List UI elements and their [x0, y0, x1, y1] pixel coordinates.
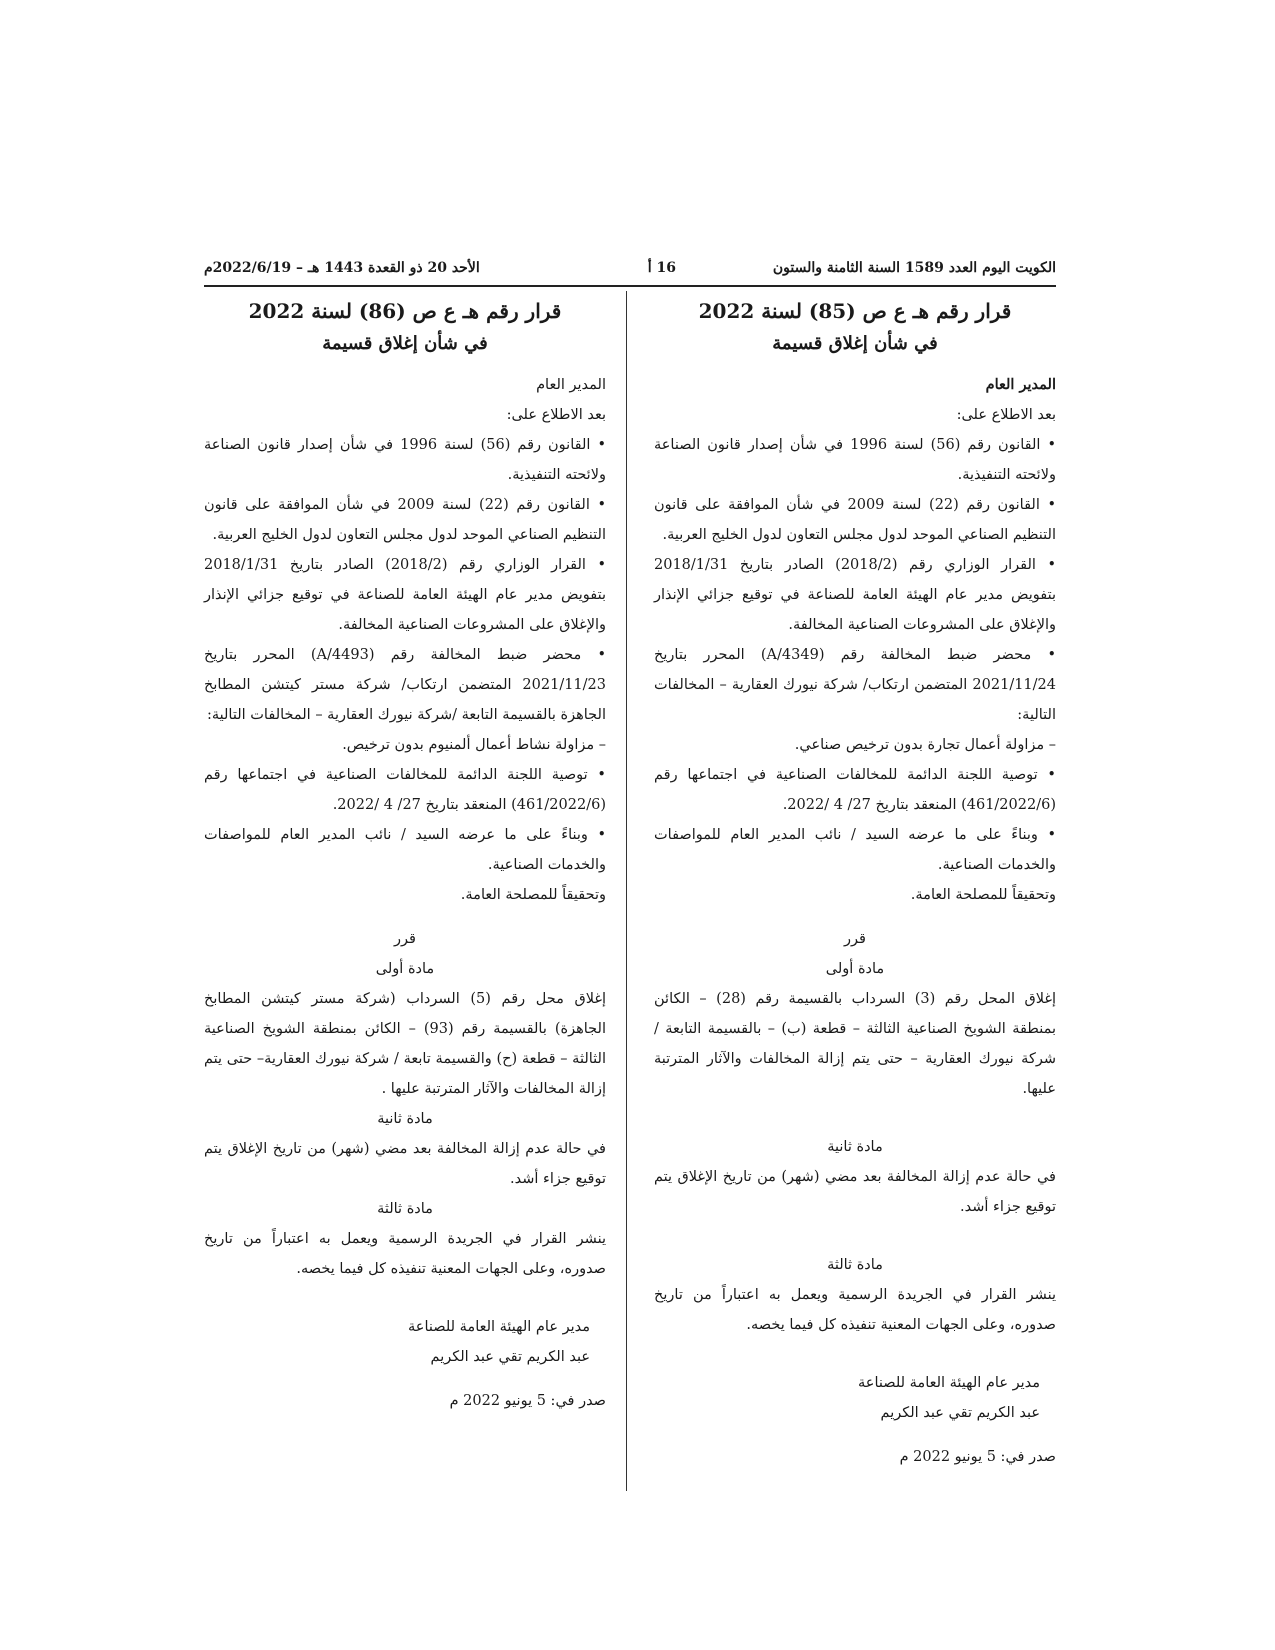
article-2-text: في حالة عدم إزالة المخالفة بعد مضي (شهر) من تاريخ الإغلاق يتم توقيع جزاء أشد.	[204, 1141, 606, 1187]
header-rule	[204, 285, 1056, 287]
preamble-item: • محضر ضبط المخالفة رقم (4349/A) المحرر بتاريخ 2021/11/24 المتضمن ارتكاب/ شركة نيورك العقارية – المخالفات التالية:	[654, 647, 1056, 723]
preamble-item: • توصية اللجنة الدائمة للمخالفات الصناعية في اجتماعها رقم (461/2022/6) المنعقد بتاريخ 27/ 4 /2022.	[204, 767, 606, 813]
preamble-item: • توصية اللجنة الدائمة للمخالفات الصناعية في اجتماعها رقم (461/2022/6) المنعقد بتاريخ 27/ 4 /2022.	[654, 767, 1056, 813]
signer-title: مدير عام الهيئة العامة للصناعة	[408, 1319, 590, 1335]
page-number: 16 أ	[647, 260, 676, 276]
preamble-item: • القانون رقم (22) لسنة 2009 في شأن الموافقة على قانون التنظيم الصناعي الموحد لدول مجلس التعاون لدول الخليج العربية.	[654, 497, 1056, 543]
page-header	[204, 256, 1056, 284]
issue-date: صدر في: 5 يونيو 2022 م	[899, 1449, 1056, 1465]
issue-date: صدر في: 5 يونيو 2022 م	[449, 1393, 606, 1409]
article-2-title: مادة ثانية	[377, 1111, 433, 1127]
header-date: الأحد 20 ذو القعدة 1443 هـ – 2022/6/19م	[204, 260, 480, 276]
director-heading: المدير العام	[536, 377, 606, 393]
public-interest: وتحقيقاً للمصلحة العامة.	[910, 887, 1056, 903]
gazette-issue: الكويت اليوم العدد 1589 السنة الثامنة والستون	[772, 260, 1056, 276]
preamble-item: • وبناءً على ما عرضه السيد / نائب المدير العام للمواصفات والخدمات الصناعية.	[654, 827, 1056, 873]
article-3-title: مادة ثالثة	[377, 1201, 433, 1217]
signer-title: مدير عام الهيئة العامة للصناعة	[858, 1375, 1040, 1391]
preamble-item: • القانون رقم (56) لسنة 1996 في شأن إصدار قانون الصناعة ولائحته التنفيذية.	[204, 437, 606, 483]
decided-heading: قرر	[394, 931, 416, 947]
preamble-item: • القرار الوزاري رقم (2018/2) الصادر بتاريخ 2018/1/31 بتفويض مدير عام الهيئة العامة للصناعة في توقيع جزائي الإنذار والإغلاق على المشروعات الصناعية المخالفة.	[654, 557, 1057, 633]
public-interest: وتحقيقاً للمصلحة العامة.	[460, 887, 606, 903]
gazette-page	[204, 256, 1056, 1491]
decision-85-title: قرار رقم هـ ع ص (85) لسنة 2022	[698, 299, 1012, 323]
decision-85-column	[654, 294, 1056, 1472]
preamble-item: • وبناءً على ما عرضه السيد / نائب المدير العام للمواصفات والخدمات الصناعية.	[204, 827, 606, 873]
article-2-text: في حالة عدم إزالة المخالفة بعد مضي (شهر) من تاريخ الإغلاق يتم توقيع جزاء أشد.	[654, 1169, 1056, 1215]
article-1-text: إغلاق محل رقم (5) السرداب (شركة مستر كيتشن المطابخ الجاهزة) بالقسيمة رقم (93) – الكائن بمنطقة الشويخ الصناعية الثالثة – قطعة (ح) والقسيمة تابعة / شركة نيورك العقارية– حتى يتم إزالة المخالفات والآثار المترتبة عليها .	[204, 991, 606, 1097]
director-heading: المدير العام	[985, 376, 1056, 393]
preamble-item: • القرار الوزاري رقم (2018/2) الصادر بتاريخ 2018/1/31 بتفويض مدير عام الهيئة العامة للصناعة في توقيع جزائي الإنذار والإغلاق على المشروعات الصناعية المخالفة.	[204, 557, 607, 633]
article-1-text: إغلاق المحل رقم (3) السرداب بالقسيمة رقم (28) – الكائن بمنطقة الشويخ الصناعية الثالثة – قطعة (ب) – بالقسيمة التابعة / شركة نيورك العقارية – حتى يتم إزالة المخالفات والآثار المترتبة عليها.	[654, 991, 1056, 1097]
preamble-item: • محضر ضبط المخالفة رقم (4493/A) المحرر بتاريخ 2021/11/23 المتضمن ارتكاب/ شركة مستر كيتشن المطابخ الجاهزة بالقسيمة التابعة /شركة نيورك العقارية – المخالفات التالية:	[204, 647, 606, 723]
article-1-title: مادة أولى	[375, 961, 435, 977]
decision-85-subtitle: في شأن إغلاق قسيمة	[772, 333, 938, 354]
after-review: بعد الاطلاع على:	[956, 407, 1056, 423]
column-divider	[626, 291, 627, 1491]
preamble-item: • القانون رقم (22) لسنة 2009 في شأن الموافقة على قانون التنظيم الصناعي الموحد لدول مجلس التعاون لدول الخليج العربية.	[204, 497, 606, 543]
article-1-title: مادة أولى	[825, 961, 885, 977]
signer-name: عبد الكريم تقي عبد الكريم	[430, 1349, 590, 1365]
violation-line: – مزاولة نشاط أعمال ألمنيوم بدون ترخيص.	[342, 737, 606, 753]
preamble-item: • القانون رقم (56) لسنة 1996 في شأن إصدار قانون الصناعة ولائحته التنفيذية.	[654, 437, 1056, 483]
decision-86-subtitle: في شأن إغلاق قسيمة	[322, 333, 488, 354]
after-review: بعد الاطلاع على:	[506, 407, 606, 423]
decided-heading: قرر	[844, 931, 866, 947]
signer-name: عبد الكريم تقي عبد الكريم	[880, 1405, 1040, 1421]
article-3-title: مادة ثالثة	[827, 1257, 883, 1273]
article-2-title: مادة ثانية	[827, 1139, 883, 1155]
article-3-text: ينشر القرار في الجريدة الرسمية ويعمل به اعتباراً من تاريخ صدوره، وعلى الجهات المعنية تنفيذه كل فيما يخصه.	[204, 1231, 606, 1277]
violation-line: – مزاولة أعمال تجارة بدون ترخيص صناعي.	[794, 737, 1056, 753]
decision-86-column	[204, 294, 606, 1416]
article-3-text: ينشر القرار في الجريدة الرسمية ويعمل به اعتباراً من تاريخ صدوره، وعلى الجهات المعنية تنفيذه كل فيما يخصه.	[654, 1287, 1056, 1333]
decision-86-title: قرار رقم هـ ع ص (86) لسنة 2022	[248, 299, 562, 323]
